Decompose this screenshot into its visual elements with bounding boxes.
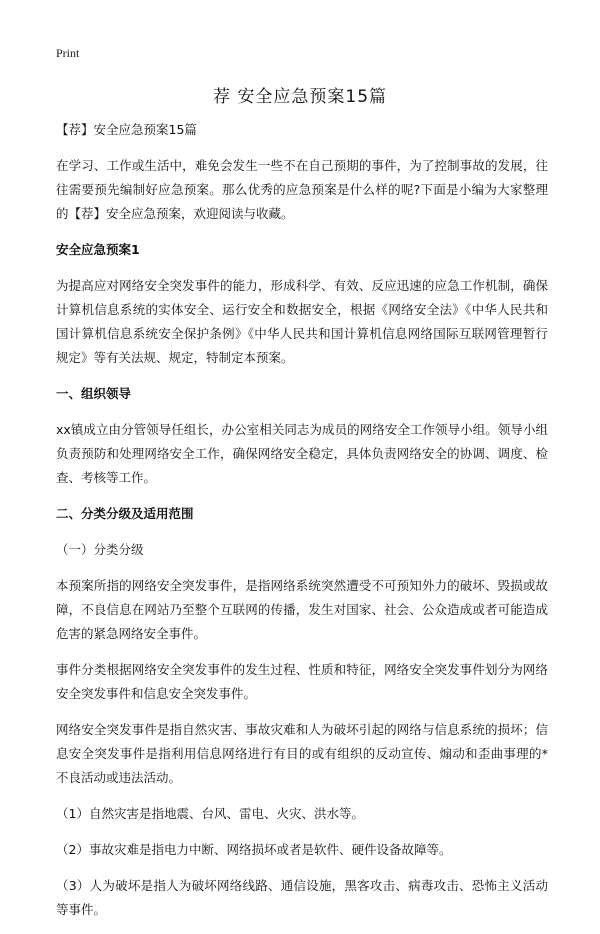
print-link[interactable]: Print (56, 46, 80, 60)
document-body (56, 118, 548, 934)
section-heading: 安全应急预案1 (56, 242, 140, 257)
section-heading: 一、组织领导 (56, 386, 132, 401)
section-paragraph: 为提高应对网络安全突发事件的能力，形成科学、有效、反应迅速的应急工作机制，确保计算机信息系统的实体安全、运行安全和数据安全，根据《网络安全法》《中华人民共和国计算机信息系统安全保护条例》《中华人民共和国计算机信息网络国际互联网管理暂行规定》等有关法规、规定，特制定本预案。 (56, 278, 548, 365)
subsection-heading: （一）分类分级 (56, 542, 144, 557)
list-item: （3）人为破坏是指人为破坏网络线路、通信设施，黑客攻击、病毒攻击、恐怖主义活动等事件。 (56, 878, 548, 917)
section-paragraph: 网络安全突发事件是指自然灾害、事故灾难和人为破坏引起的网络与信息系统的损坏；信息安全突发事件是指利用信息网络进行有目的或有组织的反动宣传、煽动和歪曲事理的*不良活动或违法活动。 (56, 722, 548, 785)
list-item: （2）事故灾难是指电力中断、网络损坏或者是软件、硬件设备故障等。 (56, 842, 452, 857)
section-paragraph: 本预案所指的网络安全突发事件，是指网络系统突然遭受不可预知外力的破坏、毁损或故障，不良信息在网站乃至整个互联网的传播，发生对国家、社会、公众造成或者可能造成危害的紧急网络安全事件。 (56, 578, 548, 641)
list-item: （1）自然灾害是指地震、台风、雷电、火灾、洪水等。 (56, 806, 364, 821)
section-heading: 二、分类分级及适用范围 (56, 506, 194, 521)
intro-paragraph: 在学习、工作或生活中，难免会发生一些不在自己预期的事件，为了控制事故的发展，往往需要预先编制好应急预案。那么优秀的应急预案是什么样的呢?下面是小编为大家整理的【荐】安全应急预案，欢迎阅读与收藏。 (56, 158, 548, 221)
document-subtitle: 【荐】安全应急预案15篇 (56, 122, 197, 137)
section-paragraph: 事件分类根据网络安全突发事件的发生过程、性质和特征，网络安全突发事件划分为网络安全突发事件和信息安全突发事件。 (56, 662, 548, 701)
document-title: 荐 安全应急预案15篇 (212, 87, 388, 107)
section-paragraph: xx镇成立由分管领导任组长，办公室相关同志为成员的网络安全工作领导小组。领导小组负责预防和处理网络安全工作，确保网络安全稳定，具体负责网络安全的协调、调度、检查、考核等工作。 (56, 422, 548, 485)
